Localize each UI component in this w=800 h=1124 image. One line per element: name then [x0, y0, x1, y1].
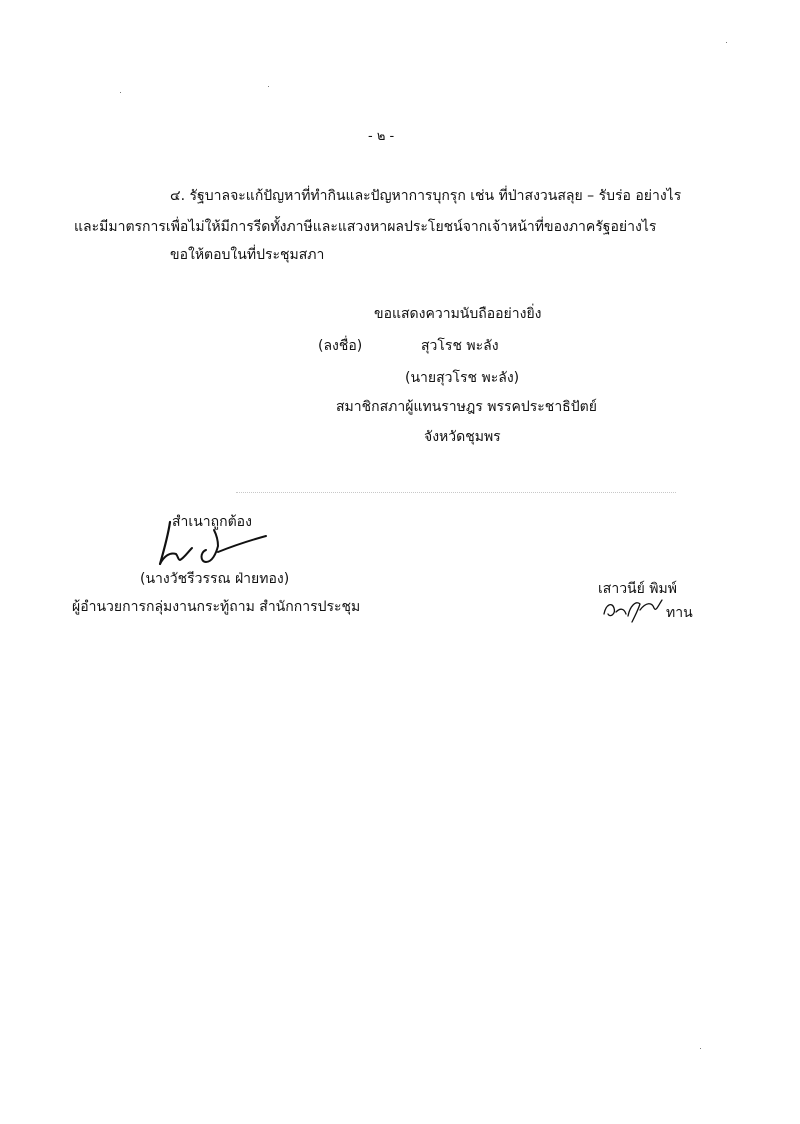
signer-position: สมาชิกสภาผู้แทนราษฎร พรรคประชาธิปัตย์ — [336, 399, 597, 415]
question-line-2: และมีมาตรการเพื่อไม่ให้มีการรีดทั้งภาษีและแสวงหาผลประโยชน์จากเจ้าหน้าที่ของภาครัฐอย่างไร — [74, 219, 657, 235]
typist-role: ทาน — [666, 605, 693, 621]
certifier-position: ผู้อำนวยการกลุ่มงานกระทู้ถาม สำนักการประชุม — [72, 599, 361, 615]
question-line-3: ขอให้ตอบในที่ประชุมสภา — [170, 247, 325, 263]
certifier-signature — [148, 518, 278, 570]
typist-signature — [600, 596, 664, 624]
question-line-1: ๔. รัฐบาลจะแก้ปัญหาที่ทำกินและปัญหาการบุกรุก เช่น ที่ป่าสงวนสลุย – รับร่อ อย่างไร — [170, 188, 682, 204]
closing-salutation: ขอแสดงความนับถืออย่างยิ่ง — [374, 306, 542, 322]
signature-tag: (ลงชื่อ) — [318, 338, 363, 354]
scan-speck — [120, 92, 121, 93]
signer-name: สุวโรช พะลัง — [421, 338, 499, 354]
scan-speck — [726, 42, 727, 43]
page-number: - ๒ - — [368, 129, 395, 144]
signer-province: จังหวัดชุมพร — [424, 429, 501, 445]
certified-copy-label: สำเนาถูกต้อง — [172, 514, 252, 530]
signer-full-name: (นายสุวโรช พะลัง) — [405, 370, 520, 386]
scan-artifact-line — [236, 492, 676, 493]
typist-name: เสาวนีย์ พิมพ์ — [598, 581, 677, 597]
scan-speck — [700, 1048, 701, 1049]
scan-speck — [268, 86, 269, 87]
certifier-name: (นางวัชรีวรรณ ฝ่ายทอง) — [140, 571, 290, 587]
